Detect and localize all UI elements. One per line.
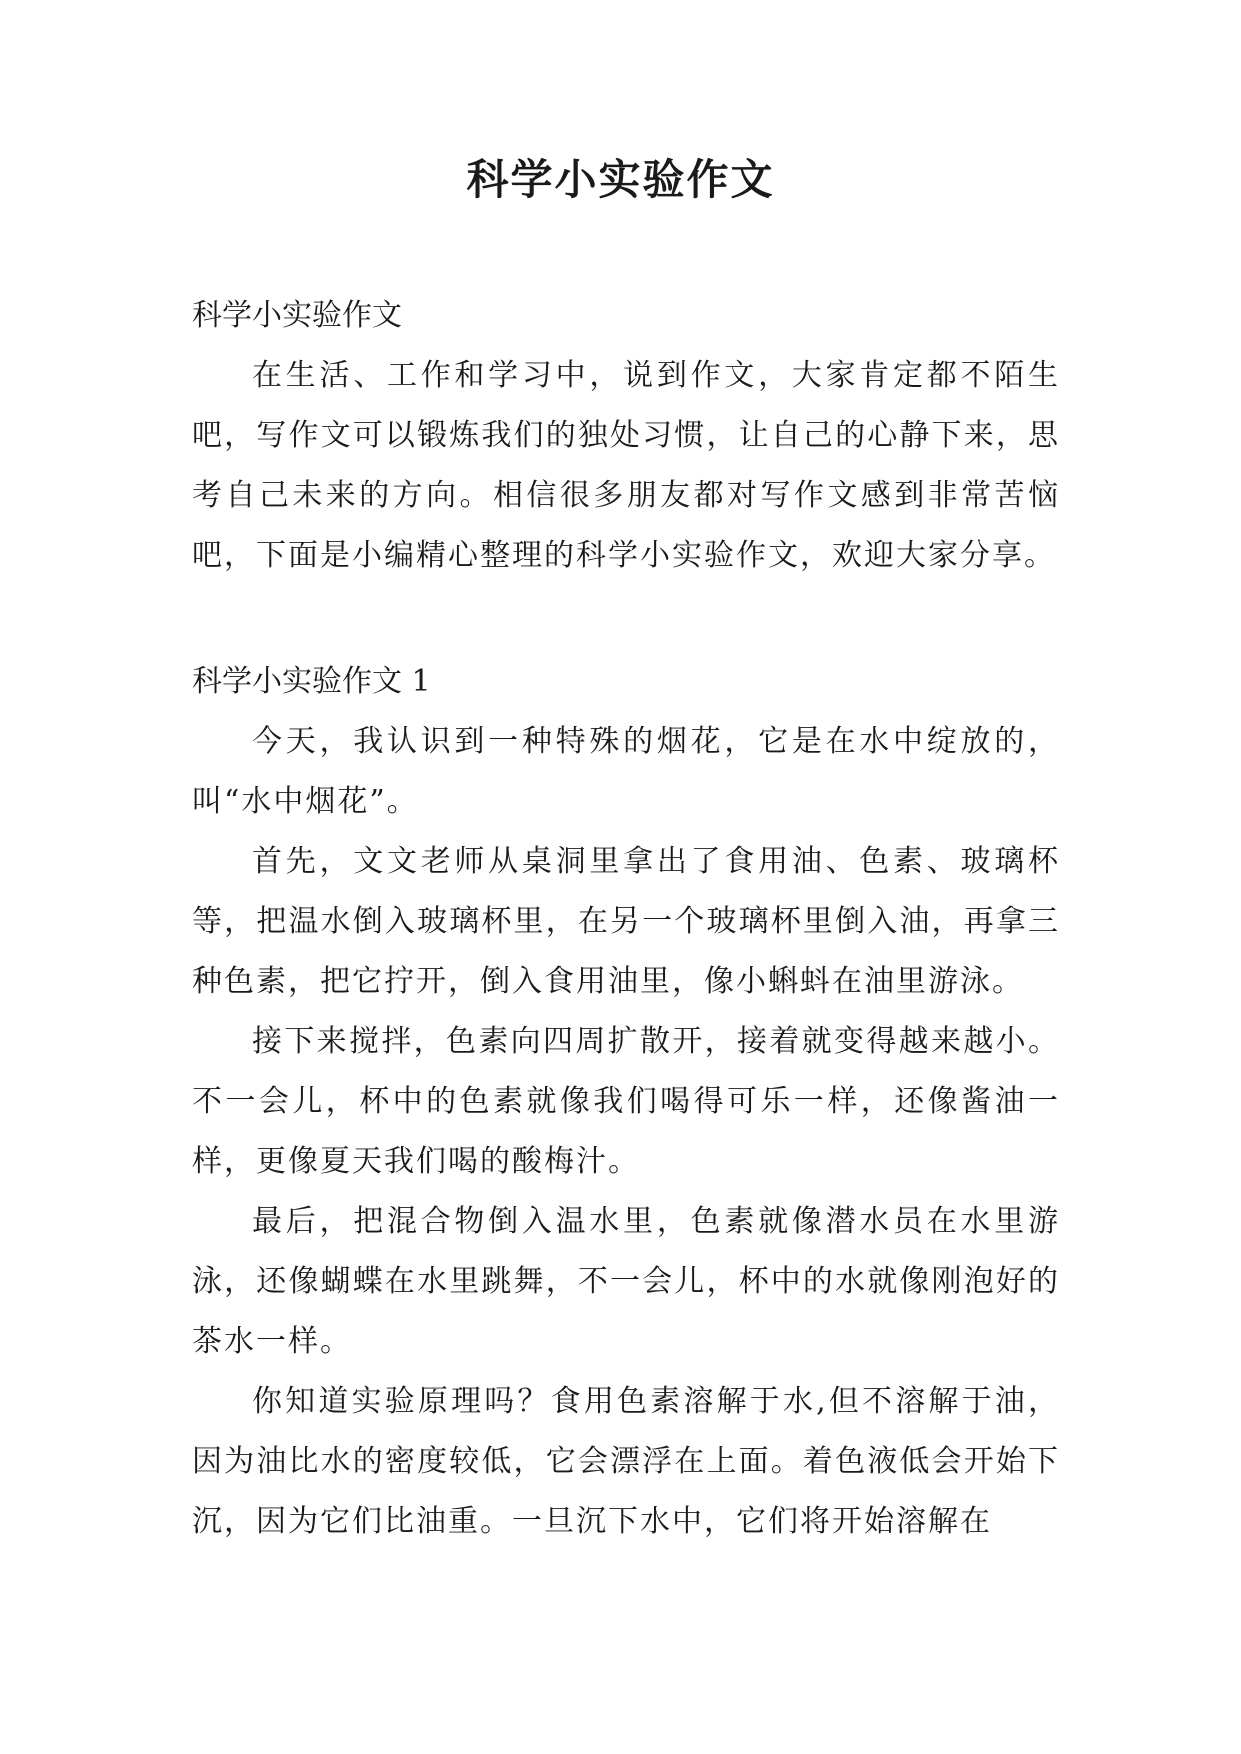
section1-paragraph: 接下来搅拌，色素向四周扩散开，接着就变得越来越小。不一会儿，杯中的色素就像我们喝得可乐一样，还像酱油一样，更像夏天我们喝的酸梅汁。 xyxy=(192,1024,1060,1179)
intro-paragraph: 在生活、工作和学习中，说到作文，大家肯定都不陌生吧，写作文可以锻炼我们的独处习惯，让自己的心静下来，思考自己未来的方向。相信很多朋友都对写作文感到非常苦恼吧，下面是小编精心整理的科学小实验作文，欢迎大家分享。 xyxy=(192,358,1060,573)
section1-heading: 科学小实验作文 1 xyxy=(192,664,431,699)
section1-paragraph: 首先，文文老师从桌洞里拿出了食用油、色素、玻璃杯等，把温水倒入玻璃杯里，在另一个玻璃杯里倒入油，再拿三种色素，把它拧开，倒入食用油里，像小蝌蚪在油里游泳。 xyxy=(192,844,1060,999)
document-body xyxy=(192,286,1060,1552)
section1-paragraph: 最后，把混合物倒入温水里，色素就像潜水员在水里游泳，还像蝴蝶在水里跳舞，不一会儿，杯中的水就像刚泡好的茶水一样。 xyxy=(192,1204,1060,1359)
section-spacer xyxy=(192,586,1060,652)
section1-paragraph: 你知道实验原理吗？食用色素溶解于水,但不溶解于油，因为油比水的密度较低，它会漂浮在上面。着色液低会开始下沉，因为它们比油重。一旦沉下水中，它们将开始溶解在 xyxy=(192,1384,1060,1539)
intro-heading: 科学小实验作文 xyxy=(192,298,402,333)
document-title: 科学小实验作文 xyxy=(466,155,775,204)
section1-paragraph: 今天，我认识到一种特殊的烟花，它是在水中绽放的，叫“水中烟花”。 xyxy=(192,724,1060,819)
